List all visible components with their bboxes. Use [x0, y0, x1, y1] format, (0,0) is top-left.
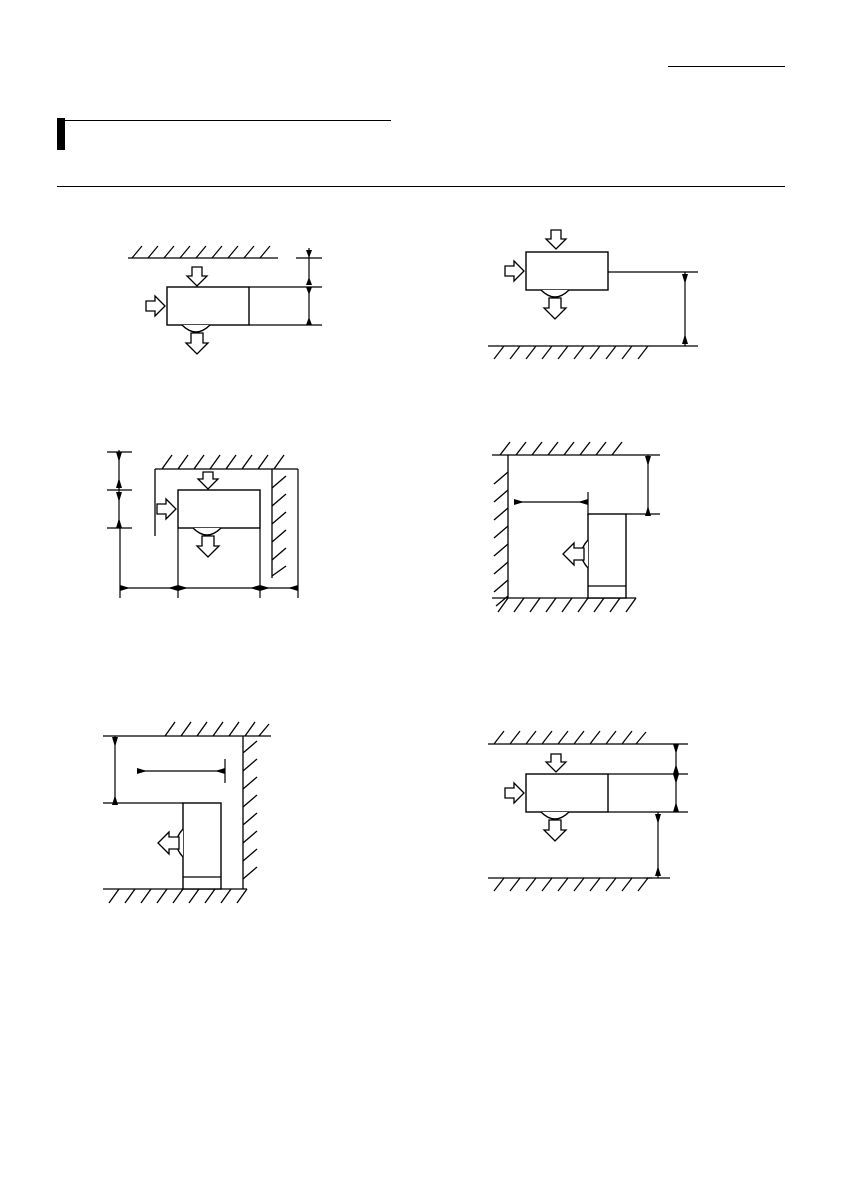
dimension-vertical-top-gap — [652, 744, 688, 774]
outlet-arrow-left-icon — [158, 832, 179, 854]
top-arrow-down-icon — [546, 230, 566, 249]
indoor-unit-body — [526, 252, 608, 290]
floor-hatch-bottom — [492, 598, 636, 612]
unit-outlet-bulge — [182, 325, 210, 332]
floor-hatch-bottom — [103, 889, 247, 903]
indoor-unit-body — [167, 287, 249, 325]
inlet-arrow-right-icon — [505, 783, 524, 803]
floor-hatch-bottom — [488, 878, 652, 891]
figure-1-drawing — [110, 225, 360, 375]
outlet-arrow-down-icon — [544, 298, 566, 319]
inlet-arrow-right-icon — [146, 296, 165, 316]
unit-outlet-bulge — [541, 290, 569, 297]
figure-vertical-unit-right-of-wall — [480, 428, 680, 633]
ceiling-hatch-top — [157, 722, 271, 736]
header-rule — [668, 66, 785, 67]
unit-outlet-bulge — [193, 528, 221, 535]
figure-2-drawing — [480, 222, 720, 382]
indoor-unit-body — [526, 774, 608, 812]
figure-vertical-unit-left-of-wall — [95, 705, 295, 920]
figure-unit-above-floor-bottom-clearance — [480, 222, 720, 382]
figure-3-drawing — [100, 428, 330, 623]
wall-hatch-right — [272, 469, 286, 578]
indoor-unit-body — [178, 490, 260, 528]
top-arrow-down-icon — [546, 754, 566, 772]
dimension-vertical-ceiling-to-unit — [626, 455, 660, 516]
figure-unit-between-ceiling-and-floor — [480, 712, 710, 907]
ceiling-hatch-top — [128, 246, 278, 258]
wall-hatch-right — [243, 736, 257, 889]
dimension-horizontal-unit-to-wall — [137, 759, 225, 783]
dimension-vertical-unit-height — [249, 287, 322, 325]
outlet-arrow-down-icon — [544, 820, 566, 841]
figure-unit-below-ceiling-top-clearance — [110, 225, 360, 375]
section-divider-rule — [57, 186, 785, 187]
indoor-unit-body — [183, 803, 221, 889]
inlet-arrow-right-icon — [505, 261, 524, 281]
dimension-vertical-unit-height — [608, 774, 688, 812]
top-arrow-down-icon — [198, 472, 218, 489]
ceiling-hatch-top — [492, 442, 628, 455]
dimension-vertical-bottom-gap — [608, 272, 698, 346]
figure-6-drawing — [480, 712, 710, 907]
inlet-arrow-right-icon — [157, 499, 176, 519]
outlet-arrow-down-icon — [186, 333, 208, 354]
dimension-vertical-top-gap — [296, 248, 322, 285]
top-arrow-down-icon — [187, 267, 207, 286]
ceiling-hatch-top — [488, 731, 652, 744]
outlet-arrow-left-icon — [563, 543, 584, 565]
unit-outlet-bulge — [541, 812, 569, 819]
section-title-underline — [65, 120, 391, 121]
figure-unit-in-corner-ceiling-and-wall — [100, 428, 330, 623]
section-title-marker — [57, 118, 65, 150]
dimension-vertical-left-gap — [107, 450, 132, 528]
figure-5-drawing — [95, 705, 295, 920]
dimension-horizontal-wall-to-unit — [514, 492, 588, 516]
dimension-vertical-bottom-gap — [646, 812, 670, 878]
figure-4-drawing — [480, 428, 680, 633]
floor-hatch-bottom — [488, 346, 658, 359]
outlet-arrow-down-icon — [197, 536, 219, 557]
wall-hatch-left — [494, 455, 508, 606]
